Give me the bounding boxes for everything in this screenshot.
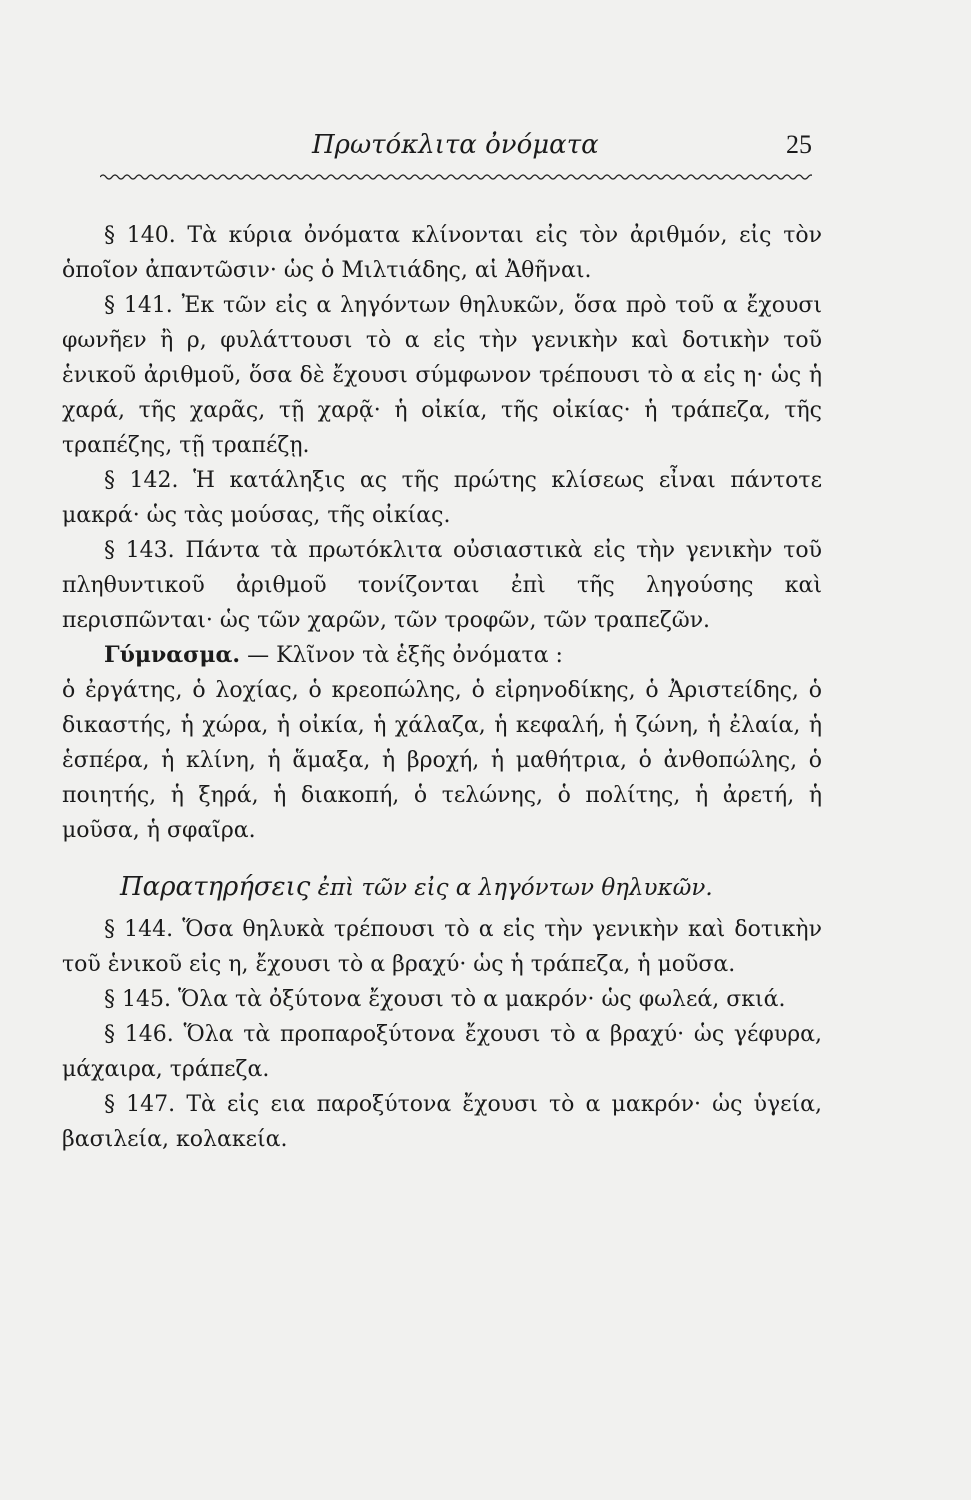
section-144: § 144. Ὅσα θηλυκὰ τρέπουσι τὸ α εἰς τὴν γενικὴν καὶ δοτικὴν τοῦ ἑνικοῦ εἰς η, ἔχουσι τὸ α βραχύ· ὡς ἡ τράπεζα, ἡ μοῦσα. [62,917,822,977]
section-147: § 147. Τὰ εἰς εια παροξύτονα ἔχουσι τὸ α μακρόν· ὡς ὑγεία, βασιλεία, κολακεία. [62,1092,822,1152]
observations-subtitle: ἐπὶ τῶν εἰς α ληγόντων θηλυκῶν. [317,875,713,901]
section-140: § 140. Τὰ κύρια ὀνόματα κλίνονται εἰς τὸν ἀριθμόν, εἰς τὸν ὁποῖον ἀπαντῶσιν· ὡς ὁ Μιλτιάδης, αἱ Ἀθῆναι. [62,223,822,283]
section-143: § 143. Πάντα τὰ πρωτόκλιτα οὐσιαστικὰ εἰς τὴν γενικὴν τοῦ πληθυντικοῦ ἀριθμοῦ τονίζονται ἐπὶ τῆς ληγούσης καὶ περισπῶνται· ὡς τῶν χαρῶν, τῶν τροφῶν, τῶν τραπεζῶν. [62,538,822,633]
section-146: § 146. Ὅλα τὰ προπαροξύτονα ἔχουσι τὸ α βραχύ· ὡς γέφυρα, μάχαιρα, τράπεζα. [62,1022,822,1082]
section-145: § 145. Ὅλα τὰ ὀξύτονα ἔχουσι τὸ α μακρόν· ὡς φωλεά, σκιά. [104,987,786,1012]
section-142: § 142. Ἡ κατάληξις ας τῆς πρώτης κλίσεως εἶναι πάντοτε μακρά· ὡς τὰς μούσας, τῆς οἰκίας. [62,468,822,528]
running-title: Πρωτόκλιτα ὀνόματα [312,130,599,160]
main-text [62,218,822,1157]
observations-heading [62,870,822,906]
page-number: 25 [786,130,812,159]
section-141: § 141. Ἐκ τῶν εἰς α ληγόντων θηλυκῶν, ὅσα πρὸ τοῦ α ἔχουσι φωνῆεν ἢ ρ, φυλάττουσι τὸ α εἰς τὴν γενικὴν καὶ δοτικὴν τοῦ ἑνικοῦ ἀριθμοῦ, ὅσα δὲ ἔχουσι σύμφωνον τρέπουσι τὸ α εἰς η· ὡς ἡ χαρά, τῆς χαρᾶς, τῇ χαρᾷ· ἡ οἰκία, τῆς οἰκίας· ἡ τράπεζα, τῆς τραπέζης, τῇ τραπέζῃ. [62,293,822,458]
exercise-heading [62,638,822,673]
wavy-rule [100,172,812,182]
exercise-instruction: — Κλῖνον τὰ ἑξῆς ὀνόματα : [247,643,563,668]
exercise-words: ὁ ἐργάτης, ὁ λοχίας, ὁ κρεοπώλης, ὁ εἰρηνοδίκης, ὁ Ἀριστείδης, ὁ δικαστής, ἡ χώρα, ἡ οἰκία, ἡ χάλαζα, ἡ κεφαλή, ἡ ζώνη, ἡ ἐλαία, ἡ ἑσπέρα, ἡ κλίνη, ἡ ἅμαξα, ἡ βροχή, ἡ μαθήτρια, ὁ ἀνθοπώλης, ὁ ποιητής, ἡ ξηρά, ἡ διακοπή, ὁ τελώνης, ὁ πολίτης, ἡ ἀρετή, ἡ μοῦσα, ἡ σφαῖρα. [62,678,822,843]
exercise-label: Γύμνασμα. [104,642,241,668]
observations-title: Παρατηρήσεις [120,872,311,902]
page-header [100,130,812,170]
